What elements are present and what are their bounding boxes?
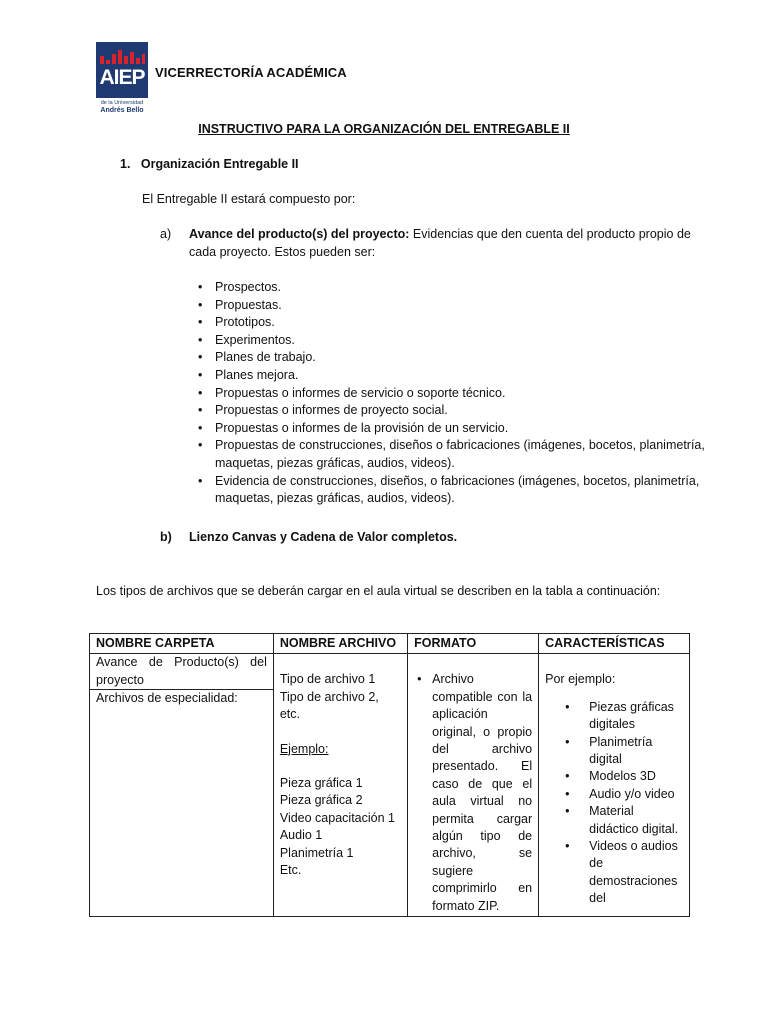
example-item: Audio 1: [279, 828, 323, 843]
folder-main: Avance de Producto(s) del proyecto: [90, 654, 273, 690]
product-evidence-list: [198, 279, 710, 508]
characteristics-list: [545, 699, 683, 908]
section-number: 1.: [120, 157, 131, 171]
item-b-marker: b): [160, 530, 172, 544]
logo-subline-1: de la Universidad: [100, 100, 144, 106]
list-item: • Audio y/o video: [561, 786, 683, 803]
list-item: • Material didáctico digital.: [561, 803, 683, 838]
example-item: Planimetría 1: [279, 845, 354, 860]
section-intro: El Entregable II estará compuesto por:: [142, 192, 356, 206]
folder-cell: [90, 654, 274, 917]
example-label: Ejemplo:: [279, 741, 329, 756]
item-b-text: Lienzo Canvas y Cadena de Valor completos.: [189, 530, 458, 544]
list-item: • Evidencia de construcciones, diseños, o fabricaciones (imágenes, bocetos, planimetría, maquetas, piezas gráficas, audios, videos).: [198, 473, 710, 508]
files-intro: Los tipos de archivos que se deberán cargar en el aula virtual se describen en la tabla a continuación:: [96, 584, 661, 598]
item-a-marker: a): [160, 227, 172, 241]
example-item: Etc.: [279, 863, 302, 878]
section-heading: [120, 156, 299, 174]
section-title: Organización Entregable II: [140, 157, 299, 171]
header-format: FORMATO: [408, 634, 539, 654]
example-item: Pieza gráfica 1: [279, 776, 363, 791]
list-item: • Propuestas o informes de la provisión de un servicio.: [198, 420, 710, 438]
file-type-2: Tipo de archivo 2, etc.: [279, 689, 379, 722]
table-row: [90, 654, 690, 917]
list-item: • Planes de trabajo.: [198, 349, 710, 367]
list-item: • Videos o audios de demostraciones del: [561, 838, 683, 908]
header-folder-name: NOMBRE CARPETA: [90, 634, 274, 654]
list-item: • Planes mejora.: [198, 367, 710, 385]
file-name-cell: [273, 654, 407, 917]
logo-text: AIEP: [99, 66, 145, 89]
header-characteristics: CARACTERÍSTICAS: [539, 634, 690, 654]
list-item: • Propuestas.: [198, 297, 710, 315]
list-item: • Planimetría digital: [561, 734, 683, 769]
list-item: • Propuestas de construcciones, diseños o fabricaciones (imágenes, bocetos, planimetría, maquetas, piezas gráficas, audios, videos).: [198, 437, 710, 472]
list-item: • Modelos 3D: [561, 768, 683, 785]
item-a-bold: Avance del producto(s) del proyecto:: [189, 227, 410, 241]
characteristics-intro: Por ejemplo:: [545, 672, 616, 687]
format-cell: [408, 654, 539, 917]
logo-mark: [96, 42, 148, 98]
header-file-name: NOMBRE ARCHIVO: [273, 634, 407, 654]
document-title: INSTRUCTIVO PARA LA ORGANIZACIÓN DEL ENTREGABLE II: [198, 122, 570, 136]
example-item: Pieza gráfica 2: [279, 793, 363, 808]
format-item: • Archivo compatible con la aplicación original, o propio del archivo presentado. El caso de que el aula virtual no permita cargar algún tipo de archivo, se sugiere comprimirlo en formato ZIP.: [414, 671, 532, 915]
list-item: • Piezas gráficas digitales: [561, 699, 683, 734]
item-a-description: Evidencias que den cuenta del producto propio de cada proyecto. Estos pueden ser:: [189, 227, 691, 259]
item-a-text: [189, 226, 709, 261]
list-item: • Propuestas o informes de proyecto social.: [198, 402, 710, 420]
logo-subline-2: Andrés Bello: [100, 107, 144, 114]
file-types-table: [89, 633, 690, 917]
list-item: • Prospectos.: [198, 279, 710, 297]
list-item: • Prototipos.: [198, 314, 710, 332]
organization-name: VICERRECTORÍA ACADÉMICA: [155, 65, 347, 80]
file-type-1: Tipo de archivo 1: [279, 672, 376, 687]
table-header-row: [90, 634, 690, 654]
folder-sub: Archivos de especialidad:: [96, 691, 238, 706]
format-list: [414, 671, 532, 915]
aiep-logo: [96, 42, 148, 114]
list-item: • Propuestas o informes de servicio o soporte técnico.: [198, 385, 710, 403]
example-item: Video capacitación 1: [279, 810, 395, 825]
list-item: • Experimentos.: [198, 332, 710, 350]
characteristics-cell: [539, 654, 690, 917]
